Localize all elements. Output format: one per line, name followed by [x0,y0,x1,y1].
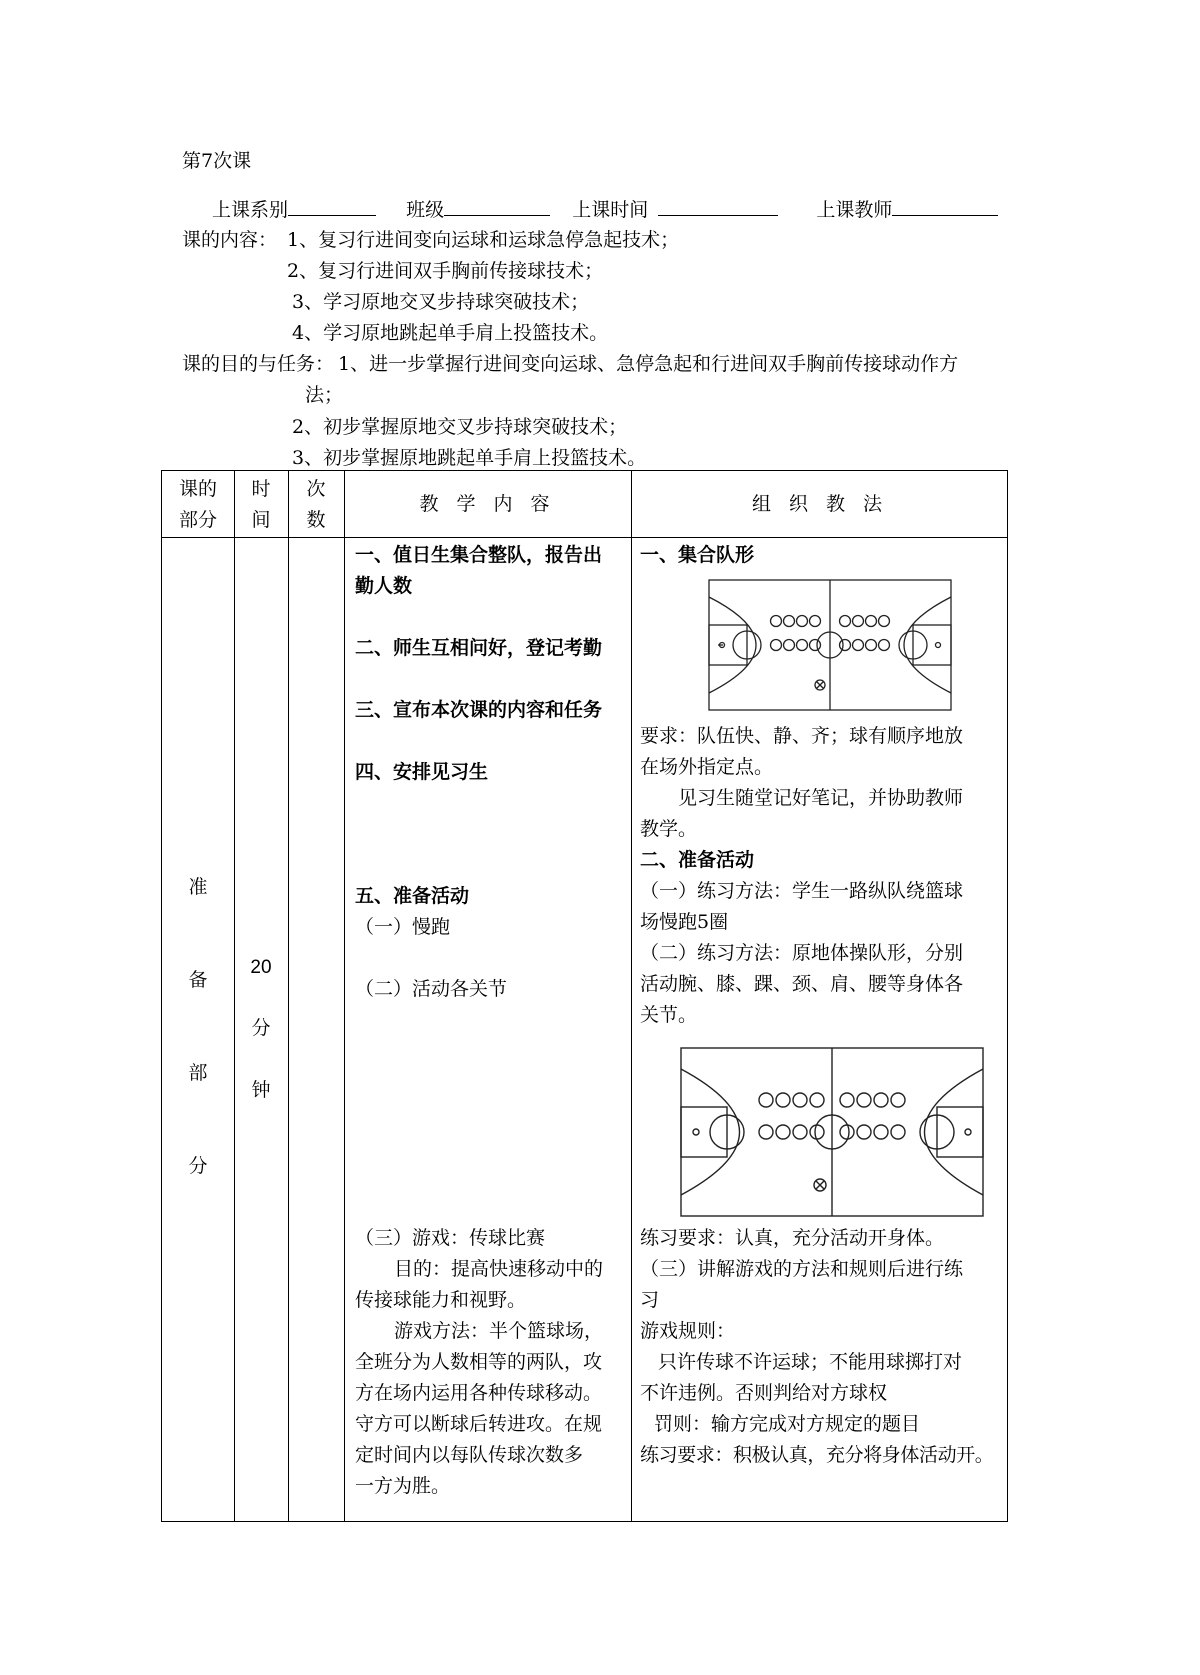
method-line: 场慢跑5圈 [640,911,729,933]
time-value: 20 [250,957,272,978]
content-line: 游戏方法：半个篮球场， [394,1320,604,1342]
teacher-label: 上课教师 [816,199,893,221]
content-item-2: 2、复习行进间双手胸前传接球技术； [287,260,604,282]
method-line: 在场外指定点。 [640,756,774,778]
class-blank [444,195,550,216]
content-line: （三）游戏：传球比赛 [355,1227,546,1249]
content-line: 传接球能力和视野。 [355,1289,527,1311]
time-label: 上课时间 [572,199,649,221]
content-item-3: 3、学习原地交叉步持球突破技术； [292,291,590,313]
method-line: 练习要求：积极认真，充分将身体活动开。 [640,1444,994,1466]
content-line: 定时间内以每队传球次数多 [355,1444,584,1466]
header-count: 次 数 [306,478,326,531]
objective-item-2: 2、初步掌握原地交叉步持球突破技术； [292,416,628,438]
part-char-1: 准 [188,876,208,898]
content-line: （二）活动各关节 [355,978,508,1000]
method-line: 关节。 [640,1004,698,1026]
department-blank [288,195,376,216]
method-line: 游戏规则： [640,1320,736,1342]
method-line: 只许传球不许运球；不能用球掷打对 [658,1351,963,1373]
header-time: 时 间 [251,478,271,531]
content-line: （一）慢跑 [355,916,451,938]
objective-item-3: 3、初步掌握原地跳起单手肩上投篮技术。 [292,447,647,469]
content-line: 一、值日生集合整队，报告出 [355,544,603,566]
lesson-plan-table [161,470,1008,1522]
content-line: 五、准备活动 [355,885,470,907]
lesson-title: 第7次课 [182,150,252,172]
info-row [212,195,998,224]
part-char-3: 部 [188,1062,208,1084]
time-unit-1: 分 [251,1017,271,1039]
method-line: （一）练习方法：学生一路纵队绕篮球 [640,880,964,902]
header-part: 课的 部分 [178,478,217,531]
method-line: （二）练习方法：原地体操队形，分别 [640,942,964,964]
content-line: 四、安排见习生 [355,761,489,783]
part-char-2: 备 [188,969,208,991]
content-line: 守方可以断球后转进攻。在规 [355,1413,603,1435]
department-label: 上课系别 [212,199,289,221]
method-line: 习 [640,1289,660,1311]
content-line: 全班分为人数相等的两队，攻 [355,1351,603,1373]
content-line: 一方为胜。 [355,1475,451,1497]
method-line: （三）讲解游戏的方法和规则后进行练 [640,1258,964,1280]
method-line: 活动腕、膝、踝、颈、肩、腰等身体各 [640,973,964,995]
method-line: 练习要求：认真，充分活动开身体。 [640,1227,945,1249]
method-line: 不许违例。否则判给对方球权 [640,1382,888,1404]
class-label: 班级 [406,199,445,221]
header-content: 教 学 内 容 [419,493,556,515]
content-line: 勤人数 [355,575,413,597]
content-line: 二、师生互相问好，登记考勤 [355,637,603,659]
part-char-4: 分 [188,1155,208,1177]
objective-item-1: 1、进一步掌握行进间变向运球、急停急起和行进间双手胸前传接球动作方 [338,353,959,375]
method-line: 一、集合队形 [640,544,755,566]
content-item-1: 1、复习行进间变向运球和运球急停急起技术； [287,229,680,251]
method-line: 教学。 [640,818,698,840]
method-line: 二、准备活动 [640,849,755,871]
header-method: 组 织 教 法 [751,493,889,515]
content-line: 目的：提高快速移动中的 [394,1258,604,1280]
method-line: 要求：队伍快、静、齐；球有顺序地放 [640,725,964,747]
time-unit-2: 钟 [251,1079,271,1101]
time-blank [658,195,778,216]
teacher-blank [892,195,998,216]
content-item-4: 4、学习原地跳起单手肩上投篮技术。 [292,322,609,344]
content-line: 三、宣布本次课的内容和任务 [355,699,603,721]
objective-item-1-cont: 法； [305,384,344,406]
content-line: 方在场内运用各种传球移动。 [355,1382,603,1404]
method-line: 见习生随堂记好笔记，并协助教师 [678,787,964,809]
basketball-court-icon [708,579,952,711]
objectives-label: 课的目的与任务： [182,353,335,375]
basketball-court-icon [680,1047,984,1217]
content-label: 课的内容： [182,229,278,251]
method-line: 罚则：输方完成对方规定的题目 [654,1413,921,1435]
